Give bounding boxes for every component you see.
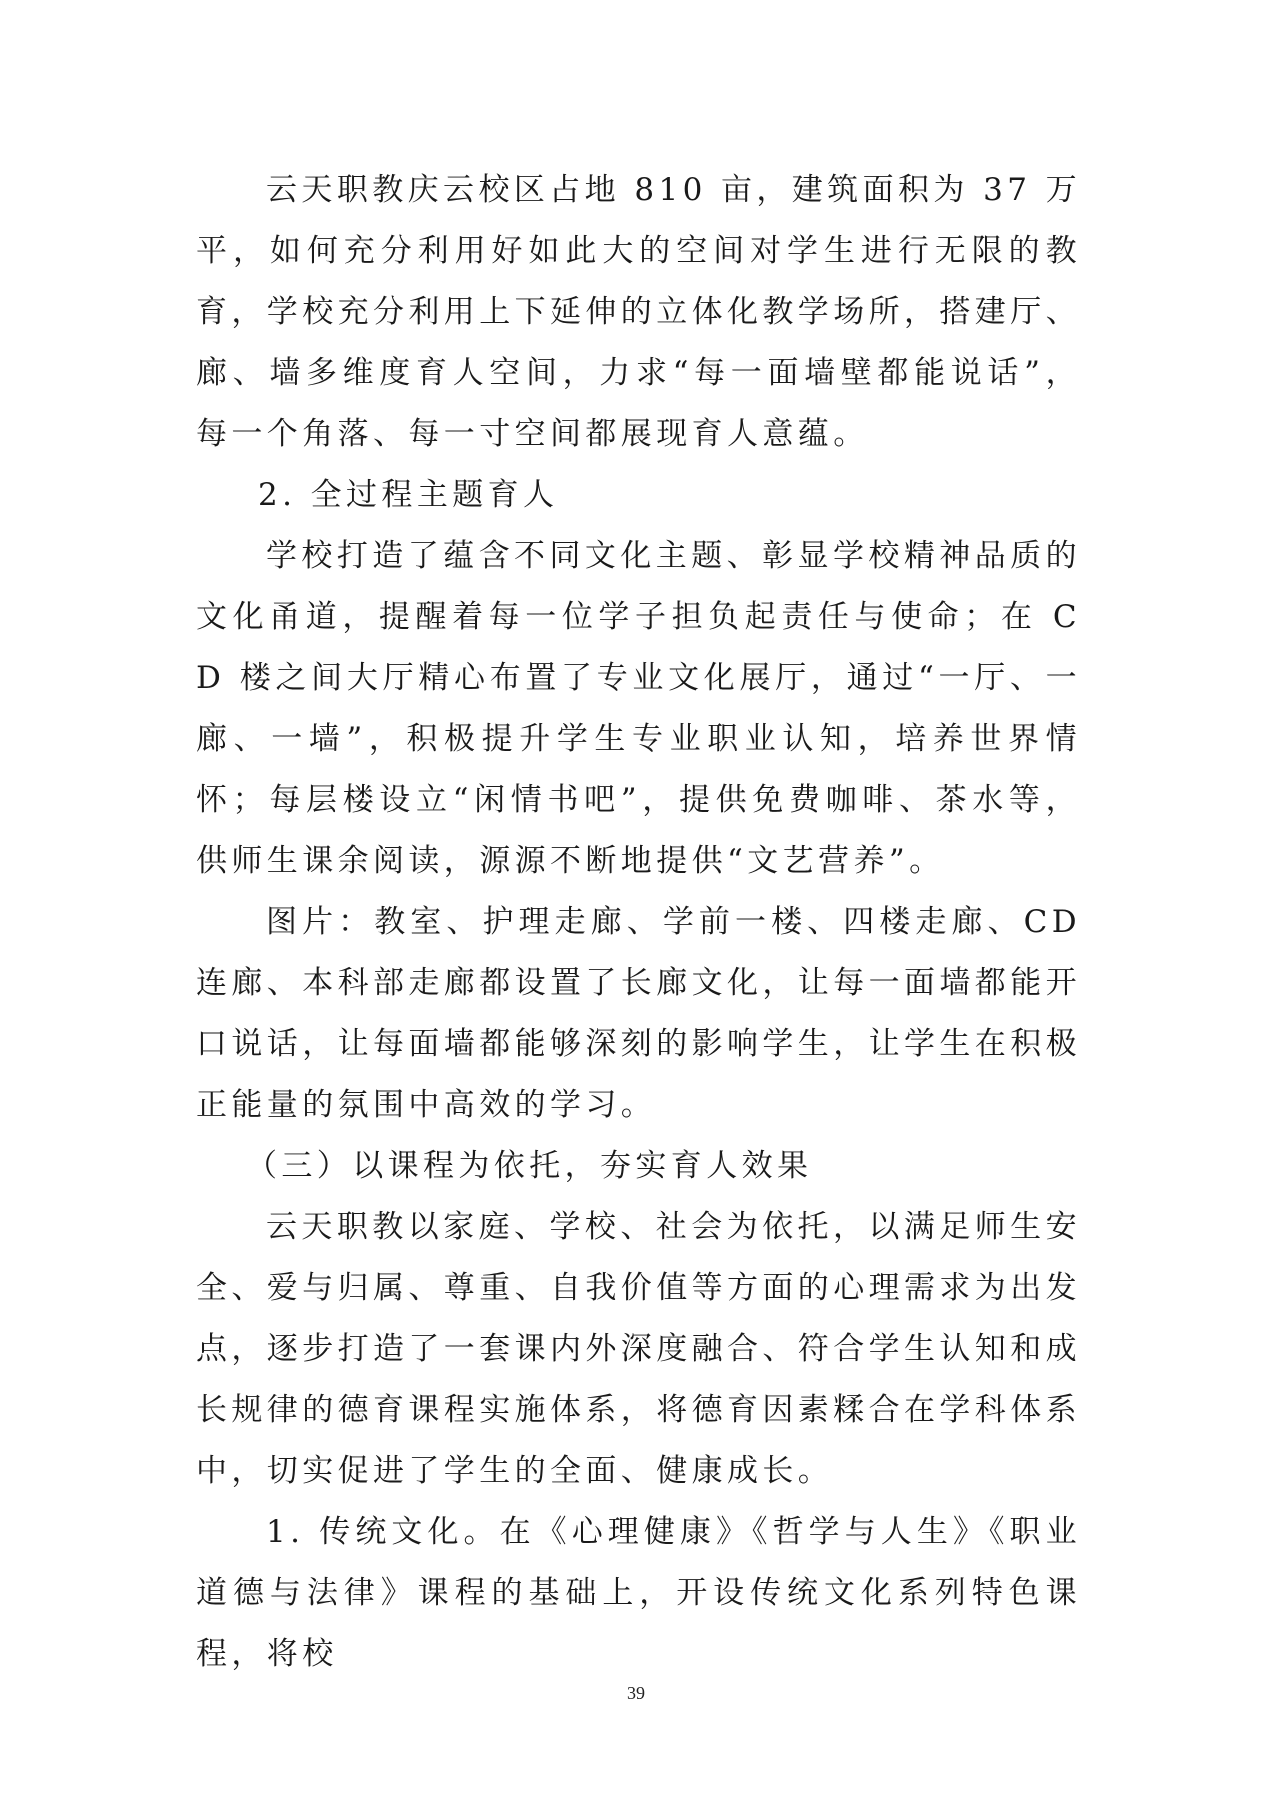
page-body <box>196 160 1081 1685</box>
heading-curriculum-support: （三）以课程为依托，夯实育人效果 <box>246 1148 813 1184</box>
heading-whole-process-theme-education: 2. 全过程主题育人 <box>258 477 559 513</box>
paragraph-traditional-culture: 1. 传统文化。在《心理健康》《哲学与人生》《职业道德与法律》课程的基础上，开设传统文化系列特色课程，将校 <box>196 1514 1081 1672</box>
paragraph-moral-curriculum-system: 云天职教以家庭、学校、社会为依托，以满足师生安全、爱与归属、尊重、自我价值等方面的心理需求为出发点，逐步打造了一套课内外深度融合、符合学生认知和成长规律的德育课程实施体系，将德育因素糅合在学科体系中，切实促进了学生的全面、健康成长。 <box>196 1209 1081 1489</box>
paragraph-culture-corridor: 学校打造了蕴含不同文化主题、彰显学校精神品质的文化甬道，提醒着每一位学子担负起责任与使命；在 CD 楼之间大厅精心布置了专业文化展厅，通过“一厅、一廊、一墙”，积极提升学生专业职业认知，培养世界情怀；每层楼设立“闲情书吧”，提供免费咖啡、茶水等，供师生课余阅读，源源不断地提供“文艺营养”。 <box>196 538 1081 879</box>
paragraph-campus-space: 云天职教庆云校区占地 810 亩，建筑面积为 37 万平，如何充分利用好如此大的空间对学生进行无限的教育，学校充分利用上下延伸的立体化教学场所，搭建厅、廊、墙多维度育人空间，力求“每一面墙壁都能说话”，每一个角落、每一寸空间都展现育人意蕴。 <box>196 172 1081 452</box>
paragraph-picture-description: 图片：教室、护理走廊、学前一楼、四楼走廊、CD 连廊、本科部走廊都设置了长廊文化，让每一面墙都能开口说话，让每面墙都能够深刻的影响学生，让学生在积极正能量的氛围中高效的学习。 <box>196 904 1081 1123</box>
page-number: 39 <box>627 1683 645 1703</box>
